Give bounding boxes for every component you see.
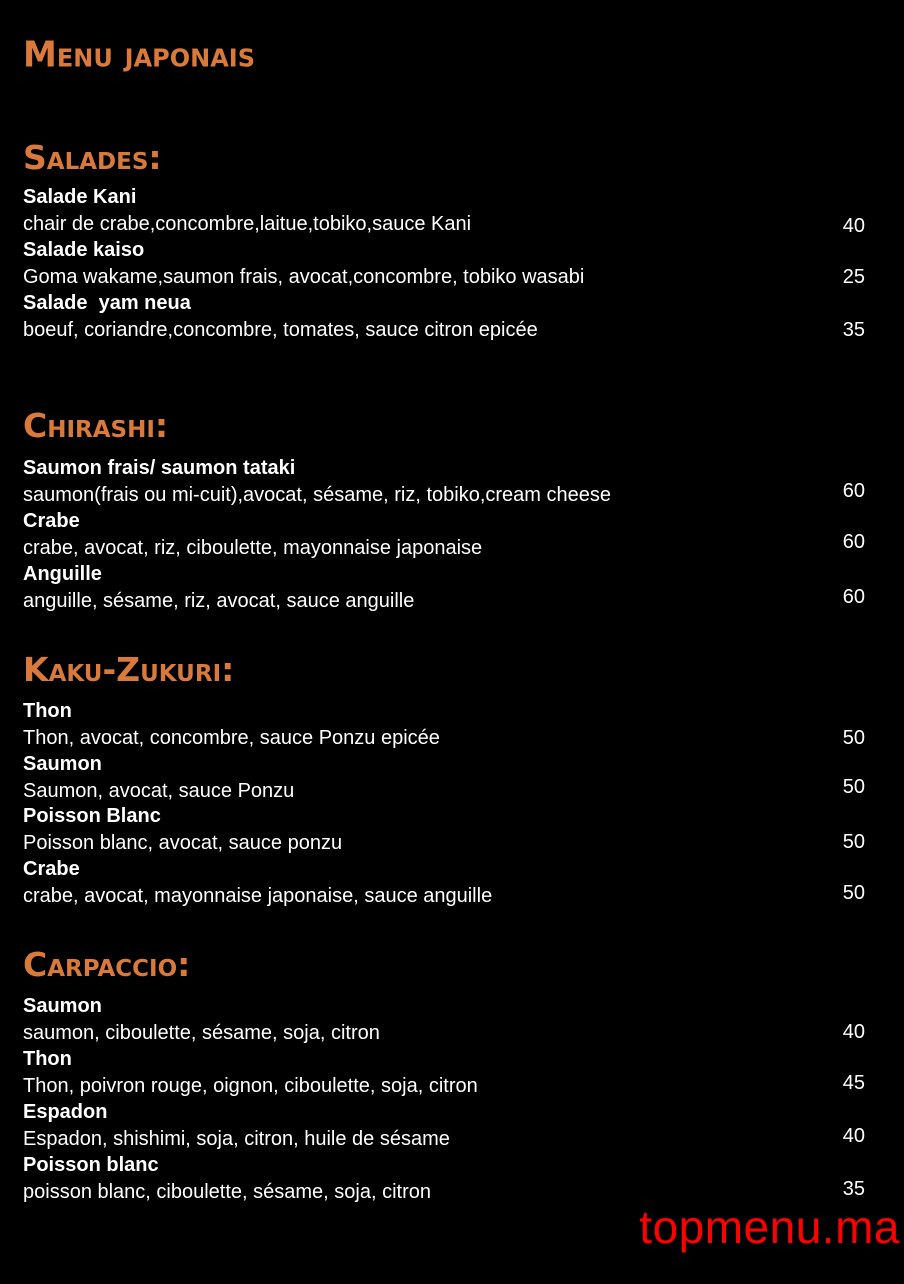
item-name: Salade yam neua (23, 292, 191, 314)
item-description: crabe, avocat, riz, ciboulette, mayonnaise japonaise (23, 537, 483, 559)
item-description: Saumon, avocat, sauce Ponzu (23, 780, 295, 802)
item-name: Poisson blanc (23, 1154, 159, 1176)
item-price: 45 (842, 1072, 865, 1094)
item-price: 60 (842, 531, 865, 553)
menu-item (23, 1100, 865, 1151)
menu-item (23, 804, 865, 855)
menu-item (23, 562, 865, 613)
menu-item (23, 291, 865, 342)
item-name: Saumon (23, 995, 102, 1017)
item-price: 60 (842, 586, 865, 608)
item-name: Espadon (23, 1101, 108, 1123)
menu-item (23, 994, 865, 1045)
item-price: 50 (842, 831, 865, 853)
section-heading: Salades: (23, 138, 162, 177)
item-price: 60 (842, 480, 865, 502)
menu-item (23, 1047, 865, 1098)
item-name: Crabe (23, 858, 80, 880)
menu-item (23, 752, 865, 803)
menu-item (23, 699, 865, 750)
item-description: crabe, avocat, mayonnaise japonaise, sauce anguille (23, 885, 493, 907)
item-name: Saumon frais/ saumon tataki (23, 457, 296, 479)
item-description: chair de crabe,concombre,laitue,tobiko,sauce Kani (23, 213, 472, 235)
section-kaku-zukuri (23, 650, 865, 907)
item-price: 50 (842, 776, 865, 798)
section-carpaccio (23, 945, 865, 1203)
section-heading: Kaku-Zukuri: (23, 650, 235, 689)
item-price: 35 (842, 1178, 865, 1200)
item-description: boeuf, coriandre,concombre, tomates, sauce citron epicée (23, 319, 538, 341)
item-description: Thon, poivron rouge, oignon, ciboulette, soja, citron (23, 1075, 478, 1097)
item-name: Thon (23, 700, 72, 722)
item-name: Salade Kani (23, 186, 137, 208)
item-description: Poisson blanc, avocat, sauce ponzu (23, 832, 343, 854)
item-description: saumon, ciboulette, sésame, soja, citron (23, 1022, 380, 1044)
item-name: Crabe (23, 510, 80, 532)
topmenu-watermark: topmenu.ma (639, 1201, 900, 1253)
item-price: 25 (842, 266, 865, 288)
item-price: 50 (842, 727, 865, 749)
item-description: saumon(frais ou mi-cuit),avocat, sésame, riz, tobiko,cream cheese (23, 484, 611, 506)
item-price: 40 (842, 1021, 865, 1043)
item-description: Espadon, shishimi, soja, citron, huile de sésame (23, 1128, 450, 1150)
item-price: 35 (842, 319, 865, 341)
item-description: anguille, sésame, riz, avocat, sauce anguille (23, 590, 415, 612)
item-name: Poisson Blanc (23, 805, 161, 827)
item-name: Saumon (23, 753, 102, 775)
item-price: 40 (842, 1125, 865, 1147)
menu-item (23, 456, 865, 507)
item-description: poisson blanc, ciboulette, sésame, soja, citron (23, 1181, 431, 1203)
menu-item (23, 1153, 865, 1204)
section-salades (23, 138, 865, 341)
section-chirashi (23, 406, 865, 612)
item-price: 40 (842, 215, 865, 237)
item-name: Anguille (23, 563, 102, 585)
item-name: Thon (23, 1048, 72, 1070)
menu-item (23, 857, 865, 908)
menu-item (23, 509, 865, 560)
item-description: Thon, avocat, concombre, sauce Ponzu epicée (23, 727, 440, 749)
section-heading: Carpaccio: (23, 945, 191, 984)
item-description: Goma wakame,saumon frais, avocat,concombre, tobiko wasabi (23, 266, 585, 288)
item-name: Salade kaiso (23, 239, 145, 261)
menu-item (23, 238, 865, 289)
menu-title: Menu japonais (23, 34, 256, 76)
item-price: 50 (842, 882, 865, 904)
menu-item (23, 185, 865, 236)
section-heading: Chirashi: (23, 406, 169, 445)
